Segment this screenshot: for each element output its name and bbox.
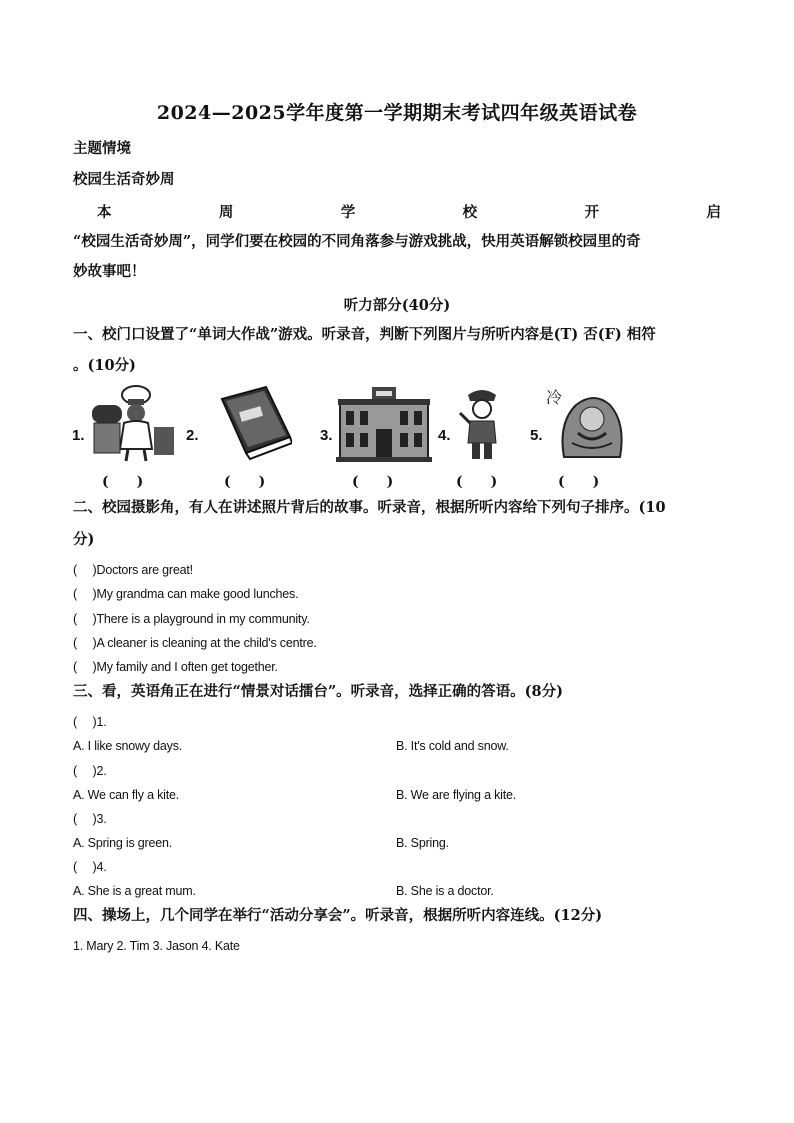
picture-item [530, 383, 650, 493]
question-label: ( )1. [73, 715, 107, 729]
chef-icon [86, 383, 178, 463]
picture-item [72, 383, 192, 493]
ordering-sentence: ( )A cleaner is cleaning at the child's centre. [73, 636, 317, 650]
section1-header-cont: 。(10分) [73, 357, 136, 374]
svg-text:冷: 冷 [546, 388, 563, 407]
answer-parentheses[interactable]: ( ) [456, 474, 498, 490]
option-b[interactable]: B. It's cold and snow. [396, 739, 509, 753]
name-list: 1. Mary 2. Tim 3. Jason 4. Kate [73, 939, 240, 953]
picture-number: 5. [530, 427, 543, 444]
intro-char: 校 [462, 204, 478, 221]
option-a[interactable]: A. We can fly a kite. [73, 788, 180, 802]
picture-number: 3. [320, 427, 333, 444]
option-a[interactable]: A. She is a great mum. [73, 884, 196, 898]
section3-header: 三、看，英语角正在进行“情景对话擂台”。听录音，选择正确的答语。(8分) [73, 683, 563, 700]
picture-row [70, 383, 730, 493]
answer-parentheses[interactable]: ( ) [224, 474, 266, 490]
ordering-sentence: ( )My grandma can make good lunches. [73, 587, 299, 601]
intro-line: 妙故事吧！ [73, 263, 146, 280]
page-title: 2024—2025学年度第一学期期末考试四年级英语试卷 [156, 102, 638, 124]
section2-header-cont: 分) [73, 531, 95, 548]
intro-char: 启 [706, 204, 721, 221]
option-a[interactable]: A. I like snowy days. [73, 739, 183, 753]
book-icon [200, 383, 292, 463]
answer-parentheses[interactable]: ( ) [558, 474, 600, 490]
intro-char: 周 [218, 204, 234, 221]
section2-header: 二、校园摄影角，有人在讲述照片背后的故事。听录音，根据所听内容给下列句子排序。(10 [73, 499, 666, 516]
police-officer-icon [452, 383, 512, 463]
question-label: ( )3. [73, 812, 107, 826]
intro-line: “校园生活奇妙周”，同学们要在校园的不同角落参与游戏挑战，快用英语解锁校园里的奇 [73, 233, 641, 250]
answer-parentheses[interactable]: ( ) [352, 474, 394, 490]
listening-header: 听力部分(40分) [343, 297, 451, 314]
option-a[interactable]: A. Spring is green. [73, 836, 173, 850]
intro-char: 开 [584, 204, 600, 221]
building-icon [334, 383, 434, 463]
picture-number: 4. [438, 427, 451, 444]
question-label: ( )4. [73, 860, 107, 874]
picture-number: 1. [72, 427, 85, 444]
answer-parentheses[interactable]: ( ) [102, 474, 144, 490]
intro-spread-line [97, 201, 721, 222]
cold-person-icon [544, 383, 630, 463]
question-label: ( )2. [73, 764, 107, 778]
option-b[interactable]: B. Spring. [396, 836, 449, 850]
section4-header: 四、操场上，几个同学在举行“活动分享会”。听录音，根据所听内容连线。(12分) [73, 907, 603, 924]
option-b[interactable]: B. We are flying a kite. [396, 788, 517, 802]
picture-item [186, 383, 306, 493]
intro-char: 本 [97, 204, 112, 221]
option-b[interactable]: B. She is a doctor. [396, 884, 494, 898]
theme-label: 主题情境 [73, 140, 131, 157]
picture-number: 2. [186, 427, 199, 444]
ordering-sentence: ( )Doctors are great! [73, 563, 193, 577]
intro-char: 学 [340, 204, 356, 221]
ordering-sentence: ( )There is a playground in my community. [73, 612, 310, 626]
section1-header: 一、校门口设置了“单词大作战”游戏。听录音，判断下列图片与所听内容是(T) 否(F) 相符 [73, 326, 656, 343]
ordering-sentence: ( )My family and I often get together. [73, 660, 278, 674]
picture-item [320, 383, 440, 493]
theme-name: 校园生活奇妙周 [73, 171, 175, 188]
